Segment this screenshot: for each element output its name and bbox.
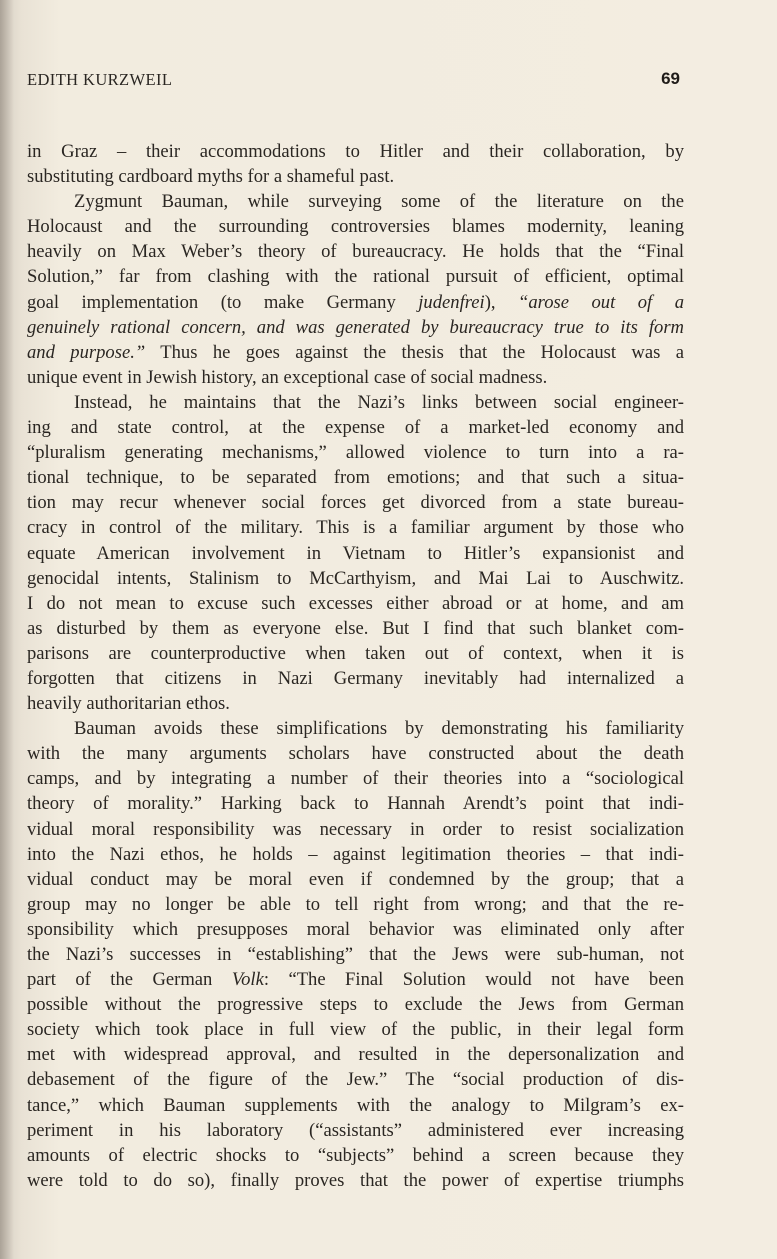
italic-text: Volk: [231, 969, 264, 991]
text-line: [27, 541, 684, 566]
text-run: periment in his laboratory (“assistants” administered ever increasing: [27, 1119, 684, 1141]
text-run: parisons are counterproductive when taken out of context, when it is: [27, 642, 684, 664]
text-line: [27, 415, 684, 440]
text-line: [27, 967, 684, 992]
text-run: debasement of the figure of the Jew.” The “social production of dis-: [27, 1069, 684, 1091]
text-line: [27, 214, 684, 239]
text-line: [27, 741, 684, 766]
text-line: [27, 1042, 684, 1067]
text-run: forgotten that citizens in Nazi Germany inevitably had internalized a: [27, 667, 684, 689]
text-run: the Nazi’s successes in “establishing” that the Jews were sub-human, not: [27, 944, 684, 965]
running-head: EDITH KURZWEIL: [27, 70, 173, 89]
text-run: vidual moral responsibility was necessary in order to resist socialization: [27, 818, 684, 840]
text-run: as disturbed by them as everyone else. But I find that such blanket com-: [27, 617, 684, 639]
text-run: Holocaust and the surrounding controversies blames modernity, leaning: [27, 216, 684, 238]
italic-text: “arose out of a: [518, 291, 684, 313]
italic-text: judenfrei: [418, 291, 485, 313]
text-line: [27, 691, 684, 716]
text-run: : “The Final Solution would not have been: [263, 969, 684, 991]
text-line: [27, 867, 684, 892]
text-run: Zygmunt Bauman, while surveying some of the literature on the: [74, 191, 684, 213]
text-line: [27, 164, 684, 189]
text-line: [27, 1093, 684, 1118]
text-run: goal implementation (to make Germany: [27, 291, 419, 313]
text-line: [27, 189, 684, 214]
text-run: Instead, he maintains that the Nazi’s links between social engineer-: [74, 391, 684, 413]
text-run: theory of morality.” Harking back to Hannah Arendt’s point that indi-: [27, 793, 684, 815]
text-line: [27, 641, 684, 666]
text-run: Bauman avoids these simplifications by demonstrating his familiarity: [74, 718, 684, 740]
text-run: vidual conduct may be moral even if condemned by the group; that a: [27, 868, 684, 890]
text-run: cracy in control of the military. This is a familiar argument by those who: [27, 517, 684, 539]
text-run: equate American involvement in Vietnam to Hitler’s expansionist and: [27, 542, 684, 564]
text-run: heavily on Max Weber’s theory of bureaucracy. He holds that the “Final: [27, 241, 684, 263]
text-run: society which took place in full view of the public, in their legal form: [27, 1019, 684, 1041]
text-run: amounts of electric shocks to “subjects” behind a screen because they: [27, 1144, 684, 1166]
page-header: [27, 70, 680, 92]
text-run: tance,” which Bauman supplements with the analogy to Milgram’s ex-: [27, 1094, 684, 1116]
text-run: unique event in Jewish history, an exceptional case of social madness.: [27, 366, 548, 388]
text-line: [27, 566, 684, 591]
text-run: met with widespread approval, and resulted in the depersonalization and: [27, 1044, 684, 1066]
text-line: [27, 515, 684, 540]
text-line: [27, 842, 684, 867]
text-line: [27, 666, 684, 691]
text-run: possible without the progressive steps to exclude the Jews from German: [27, 994, 684, 1016]
text-line: [27, 465, 684, 490]
text-line: [27, 1168, 684, 1193]
text-line: [27, 892, 684, 917]
text-line: [27, 490, 684, 515]
text-run: Solution,” far from clashing with the rational pursuit of efficient, optimal: [27, 266, 684, 288]
text-line: [27, 315, 684, 340]
text-run: genocidal intents, Stalinism to McCarthyism, and Mai Lai to Auschwitz.: [27, 567, 684, 589]
text-line: [27, 616, 684, 641]
text-run: Thus he goes against the thesis that the Holocaust was a: [145, 341, 684, 363]
text-line: [27, 992, 684, 1017]
text-run: sponsibility which presupposes moral behavior was eliminated only after: [27, 918, 684, 940]
text-line: [27, 340, 684, 365]
italic-text: genuinely rational concern, and was generated by bureaucracy true to its form: [27, 316, 684, 338]
text-line: [27, 264, 684, 289]
text-run: into the Nazi ethos, he holds – against legitimation theories – that indi-: [27, 843, 684, 865]
text-line: [27, 791, 684, 816]
text-run: tion may recur whenever social forces get divorced from a state bureau-: [27, 492, 684, 514]
text-line: [27, 917, 684, 942]
text-line: [27, 766, 684, 791]
text-run: ),: [484, 291, 519, 313]
text-line: [27, 365, 684, 390]
text-line: [27, 390, 684, 415]
text-run: part of the German: [27, 969, 232, 991]
text-line: [27, 942, 684, 967]
page-gutter-shadow: [0, 0, 14, 1259]
text-line: [27, 440, 684, 465]
text-run: were told to do so), finally proves that the power of expertise triumphs: [27, 1169, 684, 1191]
text-line: [27, 1118, 684, 1143]
text-run: with the many arguments scholars have constructed about the death: [27, 743, 684, 765]
text-run: group may no longer be able to tell right from wrong; and that the re-: [27, 893, 684, 915]
text-line: [27, 290, 684, 315]
text-line: [27, 139, 684, 164]
text-line: [27, 817, 684, 842]
text-line: [27, 1067, 684, 1092]
text-run: in Graz – their accommodations to Hitler and their collaboration, by: [27, 141, 684, 162]
italic-text: and purpose.”: [27, 341, 146, 363]
text-run: I do not mean to excuse such excesses either abroad or at home, and am: [27, 592, 684, 614]
text-line: [27, 1017, 684, 1042]
text-run: “pluralism generating mechanisms,” allowed violence to turn into a ra-: [27, 442, 684, 464]
text-run: camps, and by integrating a number of their theories into a “sociological: [27, 768, 684, 790]
body-text: [27, 139, 684, 1193]
text-run: substituting cardboard myths for a shameful past.: [27, 166, 395, 188]
text-line: [27, 239, 684, 264]
text-run: ing and state control, at the expense of a market-led economy and: [27, 417, 684, 439]
text-line: [27, 716, 684, 741]
page-number: 69: [661, 69, 680, 88]
text-line: [27, 1143, 684, 1168]
text-line: [27, 591, 684, 616]
text-run: tional technique, to be separated from emotions; and that such a situa-: [27, 467, 684, 489]
text-run: heavily authoritarian ethos.: [27, 693, 230, 715]
